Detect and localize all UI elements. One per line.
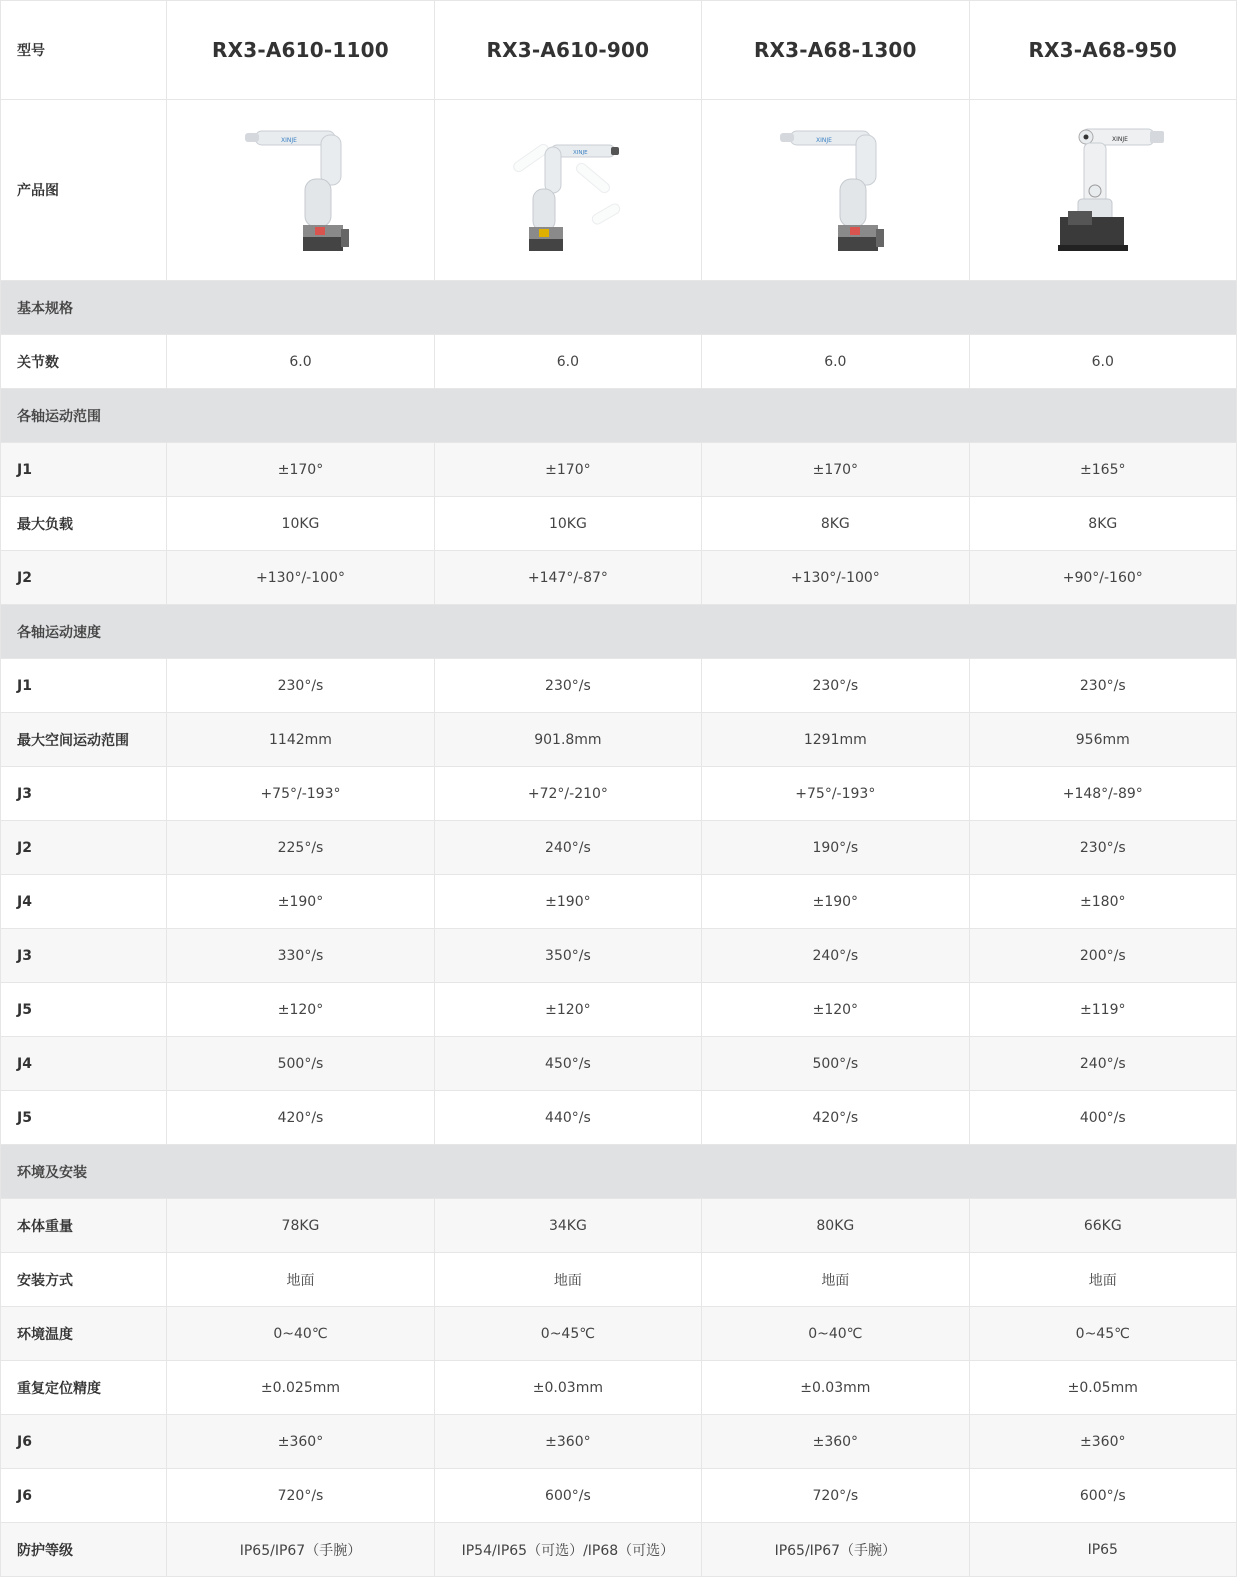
spec-row (1, 1091, 1237, 1145)
spec-value: ±360° (167, 1415, 434, 1469)
robot-arm-icon (235, 113, 365, 263)
spec-value: 600°/s (434, 1469, 701, 1523)
spec-value: 6.0 (434, 335, 701, 389)
row-label: 安装方式 (1, 1253, 167, 1307)
spec-value: ±120° (434, 983, 701, 1037)
row-label: J4 (1, 875, 167, 929)
spec-value: 6.0 (969, 335, 1236, 389)
spec-row (1, 713, 1237, 767)
spec-value: 240°/s (969, 1037, 1236, 1091)
spec-value: +130°/-100° (167, 551, 434, 605)
row-label: J4 (1, 1037, 167, 1091)
spec-row (1, 659, 1237, 713)
spec-value: 600°/s (969, 1469, 1236, 1523)
spec-row (1, 821, 1237, 875)
spec-value: 地面 (702, 1253, 969, 1307)
spec-value: 500°/s (702, 1037, 969, 1091)
spec-value: ±0.03mm (702, 1361, 969, 1415)
spec-row (1, 1307, 1237, 1361)
spec-value: +147°/-87° (434, 551, 701, 605)
spec-value: ±190° (167, 875, 434, 929)
spec-value: 230°/s (969, 659, 1236, 713)
model-header-row (1, 1, 1237, 100)
spec-value: ±360° (434, 1415, 701, 1469)
section-header-row (1, 605, 1237, 659)
spec-value: ±120° (167, 983, 434, 1037)
spec-value: 1142mm (167, 713, 434, 767)
spec-body (1, 281, 1237, 1577)
spec-value: 440°/s (434, 1091, 701, 1145)
logo-text: XINJE (816, 137, 833, 144)
spec-row (1, 929, 1237, 983)
spec-value: ±0.025mm (167, 1361, 434, 1415)
spec-value: 230°/s (702, 659, 969, 713)
spec-value: 230°/s (434, 659, 701, 713)
spec-value: +90°/-160° (969, 551, 1236, 605)
robot-arm-icon (770, 113, 900, 263)
row-label: J5 (1, 1091, 167, 1145)
row-label: 重复定位精度 (1, 1361, 167, 1415)
row-label: J1 (1, 443, 167, 497)
spec-value: ±165° (969, 443, 1236, 497)
spec-row (1, 875, 1237, 929)
spec-value: 0~45℃ (969, 1307, 1236, 1361)
spec-value: +148°/-89° (969, 767, 1236, 821)
spec-row (1, 983, 1237, 1037)
spec-value: ±190° (434, 875, 701, 929)
spec-row (1, 497, 1237, 551)
model-name: RX3-A610-900 (434, 1, 701, 100)
row-label: J1 (1, 659, 167, 713)
product-image-cell (167, 100, 434, 281)
row-label: 关节数 (1, 335, 167, 389)
product-image-row (1, 100, 1237, 281)
row-label: 最大空间运动范围 (1, 713, 167, 767)
spec-value: ±0.03mm (434, 1361, 701, 1415)
row-label: 型号 (1, 1, 167, 100)
spec-row (1, 551, 1237, 605)
robot-arm-icon (503, 113, 633, 263)
spec-value: ±0.05mm (969, 1361, 1236, 1415)
spec-value: 66KG (969, 1199, 1236, 1253)
product-image-cell (969, 100, 1236, 281)
row-label: J6 (1, 1415, 167, 1469)
spec-value: 0~45℃ (434, 1307, 701, 1361)
row-label: 产品图 (1, 100, 167, 281)
row-label: J5 (1, 983, 167, 1037)
spec-value: +72°/-210° (434, 767, 701, 821)
spec-row (1, 1037, 1237, 1091)
spec-value: ±170° (167, 443, 434, 497)
model-name: RX3-A610-1100 (167, 1, 434, 100)
row-label: 防护等级 (1, 1523, 167, 1577)
spec-value: 80KG (702, 1199, 969, 1253)
spec-value: 240°/s (702, 929, 969, 983)
spec-value: 420°/s (167, 1091, 434, 1145)
spec-value: +130°/-100° (702, 551, 969, 605)
spec-value: ±170° (702, 443, 969, 497)
spec-row (1, 1523, 1237, 1577)
spec-row (1, 335, 1237, 389)
spec-row (1, 1253, 1237, 1307)
spec-value: 0~40℃ (167, 1307, 434, 1361)
row-label: J2 (1, 821, 167, 875)
spec-value: 901.8mm (434, 713, 701, 767)
product-image-cell (434, 100, 701, 281)
row-label: J3 (1, 929, 167, 983)
spec-value: 420°/s (702, 1091, 969, 1145)
spec-value: 450°/s (434, 1037, 701, 1091)
spec-value: ±170° (434, 443, 701, 497)
spec-value: 350°/s (434, 929, 701, 983)
row-label: 本体重量 (1, 1199, 167, 1253)
product-image-cell (702, 100, 969, 281)
spec-row (1, 1469, 1237, 1523)
spec-value: 230°/s (969, 821, 1236, 875)
row-label: J6 (1, 1469, 167, 1523)
spec-row (1, 1415, 1237, 1469)
section-title: 各轴运动速度 (1, 605, 1237, 659)
spec-value: 8KG (969, 497, 1236, 551)
spec-value: 地面 (434, 1253, 701, 1307)
section-title: 各轴运动范围 (1, 389, 1237, 443)
section-title: 基本规格 (1, 281, 1237, 335)
spec-value: ±360° (969, 1415, 1236, 1469)
logo-text: XINJE (1111, 136, 1128, 143)
spec-row (1, 767, 1237, 821)
logo-text: XINJE (281, 137, 298, 144)
spec-value: IP65 (969, 1523, 1236, 1577)
spec-value: 10KG (434, 497, 701, 551)
spec-value: 34KG (434, 1199, 701, 1253)
row-label: J2 (1, 551, 167, 605)
spec-value: IP65/IP67（手腕） (702, 1523, 969, 1577)
spec-value: ±180° (969, 875, 1236, 929)
spec-value: ±190° (702, 875, 969, 929)
spec-value: 6.0 (167, 335, 434, 389)
row-label: 环境温度 (1, 1307, 167, 1361)
spec-value: 1291mm (702, 713, 969, 767)
spec-value: 8KG (702, 497, 969, 551)
spec-value: 0~40℃ (702, 1307, 969, 1361)
spec-value: 240°/s (434, 821, 701, 875)
spec-value: IP65/IP67（手腕） (167, 1523, 434, 1577)
section-header-row (1, 389, 1237, 443)
spec-value: 6.0 (702, 335, 969, 389)
row-label: J3 (1, 767, 167, 821)
spec-value: 230°/s (167, 659, 434, 713)
spec-value: 78KG (167, 1199, 434, 1253)
spec-value: ±119° (969, 983, 1236, 1037)
spec-value: 400°/s (969, 1091, 1236, 1145)
section-title: 环境及安装 (1, 1145, 1237, 1199)
section-header-row (1, 1145, 1237, 1199)
row-label: 最大负载 (1, 497, 167, 551)
spec-value: 225°/s (167, 821, 434, 875)
spec-value: 190°/s (702, 821, 969, 875)
spec-row (1, 1199, 1237, 1253)
spec-row (1, 443, 1237, 497)
spec-value: 地面 (969, 1253, 1236, 1307)
spec-value: 720°/s (702, 1469, 969, 1523)
spec-value: ±360° (702, 1415, 969, 1469)
spec-value: 330°/s (167, 929, 434, 983)
model-name: RX3-A68-950 (969, 1, 1236, 100)
spec-value: 10KG (167, 497, 434, 551)
spec-value: 200°/s (969, 929, 1236, 983)
spec-value: 956mm (969, 713, 1236, 767)
spec-value: +75°/-193° (702, 767, 969, 821)
spec-value: IP54/IP65（可选）/IP68（可选） (434, 1523, 701, 1577)
spec-row (1, 1361, 1237, 1415)
spec-value: 720°/s (167, 1469, 434, 1523)
spec-value: 地面 (167, 1253, 434, 1307)
robot-arm-icon (1038, 113, 1168, 263)
model-name: RX3-A68-1300 (702, 1, 969, 100)
section-header-row (1, 281, 1237, 335)
logo-text: XINJE (572, 150, 588, 156)
spec-value: ±120° (702, 983, 969, 1037)
spec-value: +75°/-193° (167, 767, 434, 821)
spec-value: 500°/s (167, 1037, 434, 1091)
